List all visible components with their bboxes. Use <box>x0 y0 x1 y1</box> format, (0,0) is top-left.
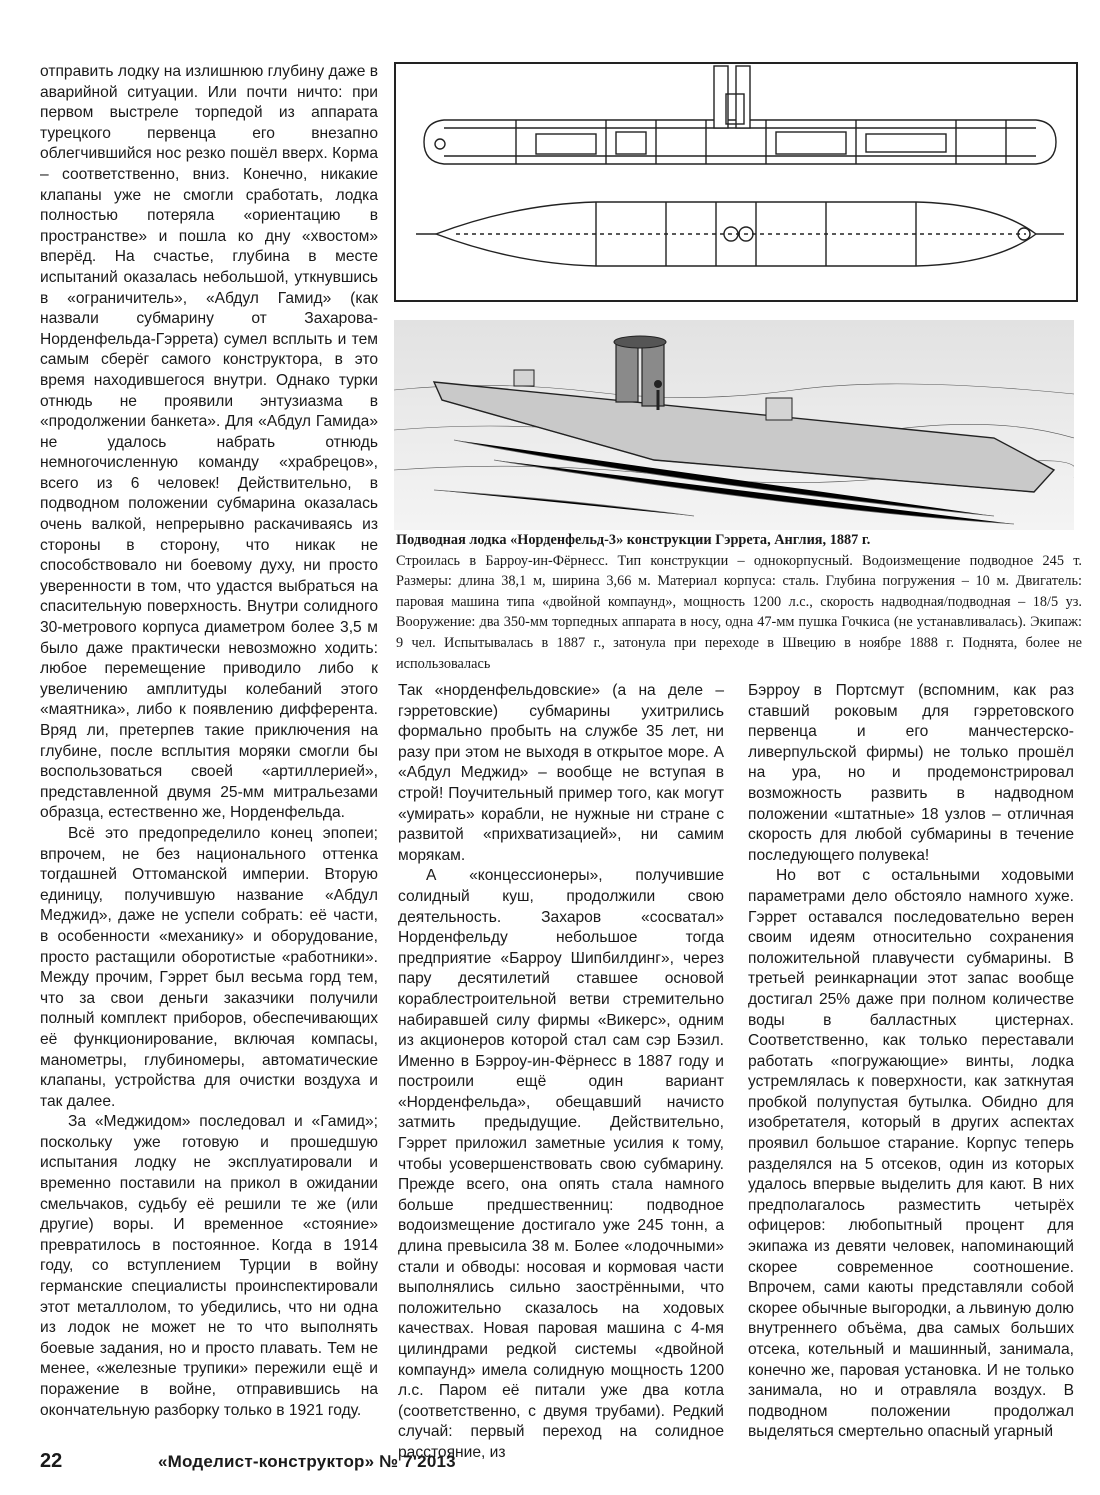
page-footer <box>40 1450 1080 1480</box>
paragraph: отправить лодку на излишнюю глубину даже в аварийной ситуации. Или почти ничто: при первом выстреле торпедой из аппарата турецкого первенца его внезапно облегчившийся нос резко пошёл вверх. Корма – соответственно, вниз. Конечно, никакие клапаны уже не смогли сработать, лодка полностью потеряла «ориентацию в пространстве» и пошла ко дну «хвостом» вперёд. На счастье, глубина в месте испытаний оказалась небольшой, уткнувшись в «ограничитель», «Абдул Гамид» (как назвали субмарину от Захарова-Норденфельда-Гэррета) сумел всплыть и тем самым сберёг самого конструктора, в это время находившегося внутри. Однако турки отнюдь не проявили энтузиазма в «продолжении банкета». Для «Абдул Гамида» не удалось набрать отнюдь немногочисленную команду «храбрецов», всего из 6 человек! Действительно, в подводном положении субмарина оказалась очень валкой, непрерывно раскачиваясь из стороны в сторону, что никак не способствовало ни боевому духу, ни просто уверенности в том, что удастся выбраться на спасительную поверхность. Внутри солидного 30-метрового корпуса диаметром более 3,5 м было даже практически невозможно ходить: любое перемещение приводило либо к увеличению амплитуды колебаний этого «маятника», либо к появлению дифферента. Вряд ли, претерпев такие приключения на глубине, после всплытия моряки смогли бы воспользоваться своей «артиллерией», представленной двумя 25-мм митральезами образца, естественно же, Норденфельда. <box>40 63 378 822</box>
caption-body: Строилась в Барроу-ин-Фёрнесс. Тип конструкции – однокорпусный. Водоизмещение подводное 245 т. Размеры: длина 38,1 м, ширина 3,66 м. Материал корпуса: сталь. Глубина погружения – 10 м. Двигатель: паровая машина типа «двойной компаунд», мощность 1200 л.с., скорость надводная/подводная – 18/5 уз. Вооружение: два 350-мм торпедных аппарата в носу, одна 47-мм пушка Гочкиса (не устанавливалась). Экипаж: 9 чел. Испытывалась в 1887 г., затонула при переходе в Швецию в ноябре 1888 г. Поднята, более не использовалась <box>396 552 1082 672</box>
paragraph: Всё это предопределило конец эпопеи; впрочем, не без национального оттенка тогдашней Оттоманской империи. Вторую единицу, получившую название «Абдул Меджид», даже не успели собрать: её части, в особенности «механику» и оборудование, просто растащили оборотистые «работники». Между прочим, Гэррет был весьма горд тем, что за свои деньги заказчики получили полный комплект приборов, обеспечивающих её функционирование, включая компасы, манометры, глубиномеры, автоматические клапаны, устройства для очистки воздуха и так далее. <box>40 824 378 1110</box>
submarine-illustration-svg <box>394 320 1074 530</box>
article-column-2 <box>398 681 724 1464</box>
article-column-3 <box>748 681 1074 1443</box>
paragraph: Бэрроу в Портсмут (вспомним, как раз ставший роковым для гэрретовского первенца и его манчестерско-ливерпульской фирмы) не только прошёл на ура, но и продемонстрировал возможность развить в надводном положении «штатные» 18 узлов – отличная скорость для любой субмарины в течение последующего полувека! <box>748 682 1074 864</box>
figure-caption <box>396 530 1082 674</box>
paragraph: За «Меджидом» последовал и «Гамид»; поскольку уже готовую и прошедшую испытания лодку не эксплуатировали и временно поставили на прикол в ожидании смельчаков, судьбу её решили те же (или другие) воры. И временное «стояние» превратилось в постоянное. Когда в 1914 году, со вступлением Турции в войну германские специалисты проинспектировали этот металлолом, то убедились, что ни одна из лодок не может не то что выполнять боевые задания, но и просто плавать. Тем не менее, «железные трупики» пережили ещё и поражение в войне, отправившись на окончательную разборку только в 1921 году. <box>40 1113 378 1419</box>
caption-title: Подводная лодка «Норденфельд-3» конструкции Гэррета, Англия, 1887 г. <box>396 532 871 548</box>
page-number: 22 <box>40 1450 63 1472</box>
submarine-illustration <box>394 320 1074 530</box>
paragraph: Так «норденфельдовские» (а на деле – гэрретовские) субмарины ухитрились формально пробыть на службе 35 лет, ни разу при этом не выходя в открытое море. А «Абдул Меджид» – вообще не вступая в строй! Поучительный пример того, как могут «умирать» корабли, не нужные ни стране с развитой «прихватизацией», ни самим морякам. <box>398 682 724 864</box>
submarine-drawing-svg <box>396 64 1076 300</box>
submarine-technical-drawing <box>394 62 1078 302</box>
magazine-title: «Моделист-конструктор» № 7'2013 <box>158 1452 456 1471</box>
paragraph: Но вот с остальными ходовыми параметрами дело обстояло намного хуже. Гэррет оставался последовательно верен своим идеям относительно сохранения положительной плавучести субмарины. В третьей реинкарнации этот запас вообще достигал 25% даже при полном количестве воды в балластных цистернах. Соответственно, как только переставали работать «погружающие» винты, лодка устремлялась к поверхности, как заткнутая пробкой полупустая бутылка. Обидно для изобретателя, который в других аспектах проявил большое старание. Корпус теперь разделялся на 5 отсеков, один из которых удалось впервые выделить для кают. В них предполагалось разместить четырёх офицеров: любопытный процент для экипажа из девяти человек, напоминающий скорее современное соотношение. Впрочем, сами каюты представляли собой скорее обычные выгородки, а львиную долю внутреннего объёма, два самых больших отсека, котельный и машинный, занимала, конечно же, паровая установка. И не только занимала, но и отравляла воздух. В подводном положении продолжал выделяться смертельно опасный угарный <box>748 867 1074 1441</box>
paragraph: А «концессионеры», получившие солидный куш, продолжили свою деятельность. Захаров «сосватал» Норденфельду небольшое тогда предприятие «Барроу Шипбилдинг», через пару десятилетий ставшее основой кораблестроительной ветви стремительно набиравшей силу фирмы «Викерс», одним из акционеров которой стал сам сэр Бэзил. Именно в Бэрроу-ин-Фёрнесс в 1887 году и построили ещё один вариант «Норденфельда», обещавший начисто затмить предыдущие. Действительно, Гэррет приложил заметные усилия к тому, чтобы усовершенствовать свою субмарину. Прежде всего, она опять стала намного больше предшественниц: подводное водоизмещение достигало уже 245 тонн, а длина превысила 38 м. Более «лодочными» стали и обводы: носовая и кормовая части выполнялись сильно заострёнными, что положительно сказалось на ходовых качествах. Новая паровая машина с 4-мя цилиндрами редкой системы «двойной компаунд» имела солидную мощность 1200 л.с. Паром её питали уже два котла (соответственно, с двумя трубами). Редкий случай: первый переход на солидное расстояние, из <box>398 867 724 1461</box>
article-column-1 <box>40 62 378 1421</box>
